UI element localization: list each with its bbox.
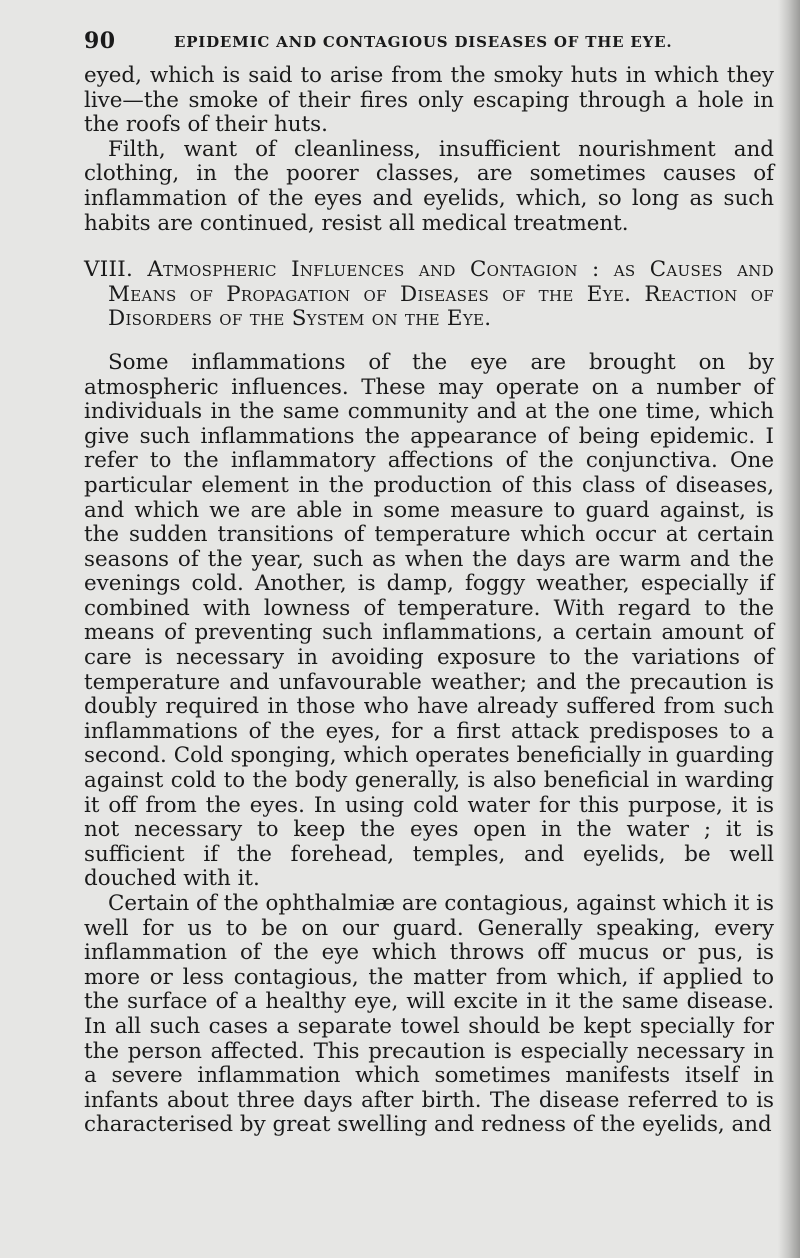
page-header xyxy=(84,28,684,52)
running-head: EPIDEMIC AND CONTAGIOUS DISEASES OF THE EYE. xyxy=(174,33,673,51)
paragraph-filth: Filth, want of cleanliness, insufficient nourishment and clothing, in the poorer classes, are sometimes causes of inflammation of the eyes and eyelids, which, so long as such habits are continued, resist all medical treatment. xyxy=(84,136,774,236)
section-heading: VIII. Atmospheric Influences and Contagion : as Causes and Means of Propagation of Diseases of the Eye. Reaction of Disorders of the System on the Eye. xyxy=(84,257,774,332)
paragraph-contagion: Certain of the ophthalmiæ are contagious, against which it is well for us to be on our guard. Generally speaking, every inflammation of the eye which throws off mucus or pus, is more or less contagious, the matter from which, if applied to the surface of a healthy eye, will excite in it the same disease. In all such cases a separate towel should be kept specially for the person affected. This precaution is especially necessary in a severe inflammation which sometimes manifests itself in infants about three days after birth. The disease referred to is characterised by great swelling and redness of the eyelids, and xyxy=(84,891,774,1138)
paragraph-continued: eyed, which is said to arise from the smoky huts in which they live—the smoke of their fires only escaping through a hole in the roofs of their huts. xyxy=(84,63,774,138)
paragraph-atmospheric: Some inflammations of the eye are brought on by atmospheric influences. These may operate on a number of individuals in the same community and at the one time, which give such inflammations the appearance of being epidemic. I refer to the inflammatory affections of the conjunctiva. One particular element in the production of this class of diseases, and which we are able in some measure to guard against, is the sudden transitions of temperature which occur at certain seasons of the year, such as when the days are warm and the evenings cold. Another, is damp, foggy weather, especially if combined with lowness of temperature. With regard to the means of preventing such inflammations, a certain amount of care is necessary in avoiding exposure to the variations of temperature and unfavourable weather; and the precaution is doubly required in those who have already suffered from such inflammations of the eyes, for a first attack predisposes to a second. Cold sponging, which operates beneficially in guarding against cold to the body generally, is also beneficial in warding it off from the eyes. In using cold water for this purpose, it is not necessary to keep the eyes open in the water ; it is sufficient if the forehead, temples, and eyelids, be well douched with it. xyxy=(84,349,774,892)
body-text xyxy=(84,64,774,1138)
page-number: 90 xyxy=(84,28,116,54)
page-edge-shadow xyxy=(778,0,800,1258)
